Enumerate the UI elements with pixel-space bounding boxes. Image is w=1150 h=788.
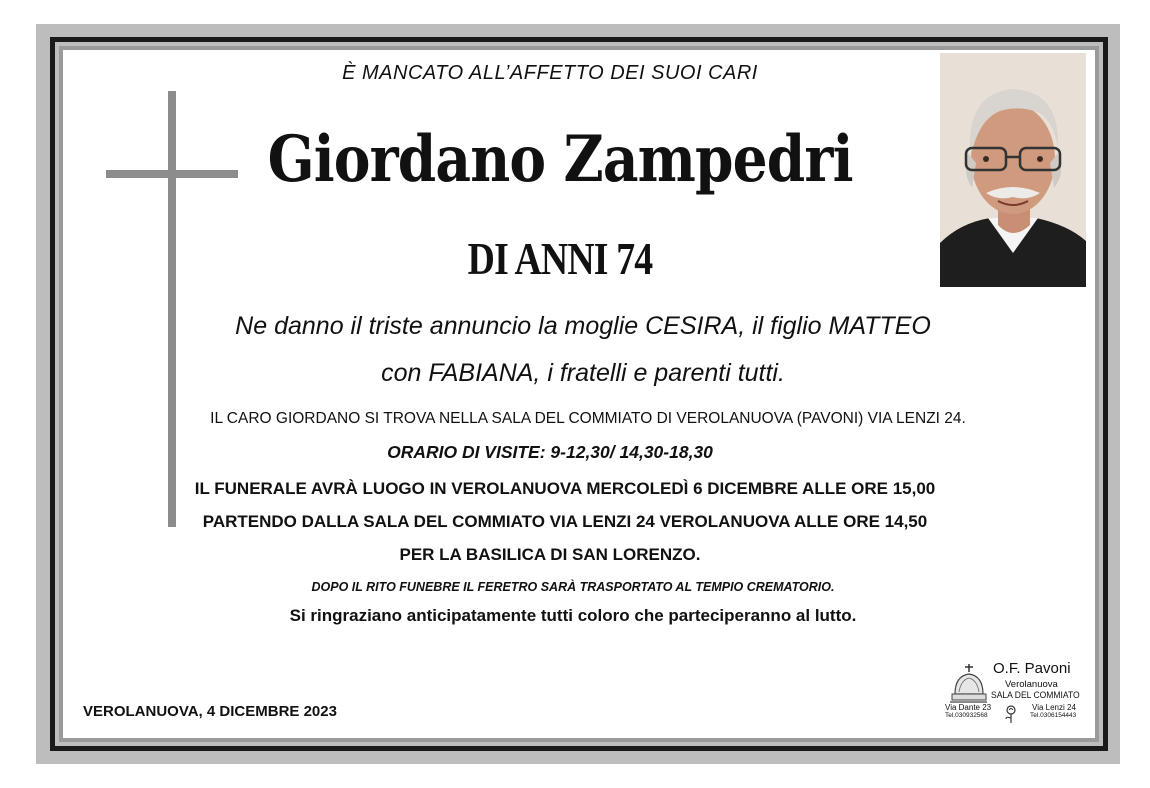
- logo-phone-1: Tel.030932568: [945, 712, 988, 719]
- sala-info: IL CARO GIORDANO SI TROVA NELLA SALA DEL COMMIATO DI VEROLANUOVA (PAVONI) VIA LENZI 24.: [210, 410, 966, 427]
- family-line-2: con FABIANA, i fratelli e parenti tutti.: [381, 359, 785, 387]
- logo-title: O.F. Pavoni: [993, 660, 1071, 677]
- visiting-hours: ORARIO DI VISITE: 9-12,30/ 14,30-18,30: [387, 442, 713, 462]
- funeral-line-3: PER LA BASILICA DI SAN LORENZO.: [399, 545, 701, 564]
- logo-sala: SALA DEL COMMIATO: [991, 690, 1080, 701]
- logo-address-1: Via Dante 23: [945, 703, 992, 712]
- thanks-text: Si ringraziano anticipatamente tutti coloro che parteciperanno al lutto.: [289, 606, 857, 625]
- logo-phone-2: Tel.0306154443: [1030, 712, 1077, 719]
- funeral-home-logo: [943, 660, 1093, 730]
- family-line-1: Ne danno il triste annuncio la moglie CESIRA, il figlio MATTEO: [235, 312, 931, 340]
- deceased-age: DI ANNI 74: [467, 233, 653, 284]
- portrait-illustration: [940, 53, 1086, 287]
- dome-icon: [947, 662, 987, 704]
- funeral-line-1: IL FUNERALE AVRÀ LUOGO IN VEROLANUOVA MERCOLEDÌ 6 DICEMBRE ALLE ORE 15,00: [194, 479, 936, 498]
- deceased-name: Giordano Zampedri: [267, 122, 853, 197]
- cross-vertical-bar: [168, 91, 176, 527]
- rose-icon: [1003, 704, 1019, 724]
- intro-text: È MANCATO ALL’AFFETTO DEI SUOI CARI: [342, 62, 758, 84]
- cremation-note: DOPO IL RITO FUNEBRE IL FERETRO SARÀ TRASPORTATO AL TEMPIO CREMATORIO.: [311, 580, 835, 594]
- cross-horizontal-bar: [106, 170, 238, 178]
- portrait-photo: [940, 53, 1086, 287]
- funeral-line-2: PARTENDO DALLA SALA DEL COMMIATO VIA LENZI 24 VEROLANUOVA ALLE ORE 14,50: [202, 512, 928, 531]
- logo-address-2: Via Lenzi 24: [1032, 703, 1076, 712]
- logo-town: Verolanuova: [1005, 679, 1058, 690]
- place-date: VEROLANUOVA, 4 DICEMBRE 2023: [83, 703, 337, 720]
